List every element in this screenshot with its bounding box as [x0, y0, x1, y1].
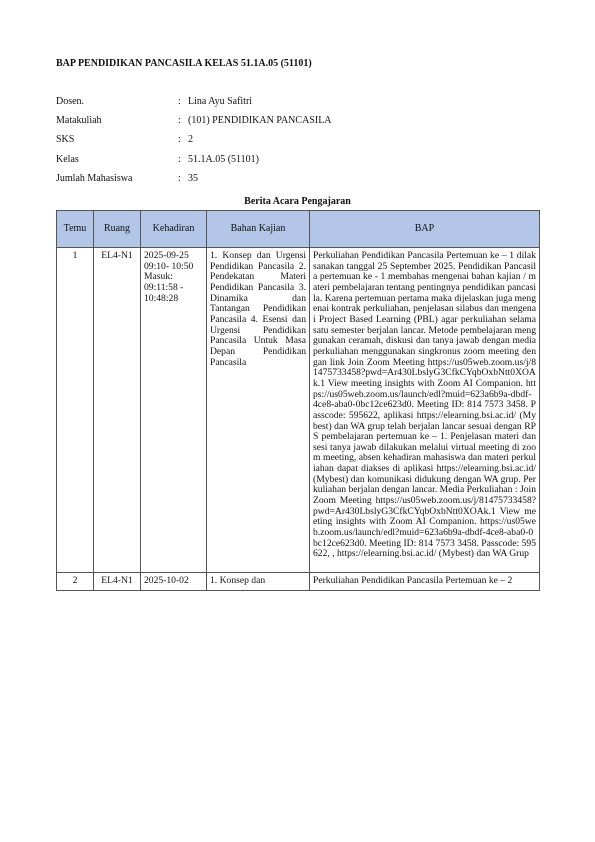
info-row-sks	[56, 134, 536, 153]
info-row-matakuliah	[56, 115, 536, 134]
info-label: Matakuliah	[56, 115, 102, 127]
cell-bap: Perkuliahan Pendidikan Pancasila Pertemuan ke – 2	[310, 573, 540, 591]
cell-temu: 1	[57, 248, 94, 573]
cell-bap: Perkuliahan Pendidikan Pancasila Pertemuan ke – 1 dilaksanakan tanggal 25 September 2025. Pendidikan Pancasila pertemuan ke - 1 membahas mengenai bahan kajian / materi pembelajaran tentang pentingnya pendidikan pancasila. Karena pertemuan pertama maka dijelaskan juga mengenai kontrak perkuliahan, penjelasan silabus dan mengenai Project Based Learning (PBL) agar perkuliahan selama satu semester berjalan lancar. Metode pembelajaran menggunakan ceramah, diskusi dan tanya jawab dengan media perkuliahan menggunakan singkronus zoom meeting dengan link Join Zoom Meeting https://us05web.zoom.us/j/81475733458?pwd=Ar430LbslyG3CfkCYqbOxbNtt0XOAk.1 View meeting insights with Zoom AI Companion. https://us05web.zoom.us/launch/edl?muid=623a6b9a-dbdf-4ce8-aba0-0bc12ce623d0. Meeting ID: 814 7573 3458. Passcode: 595622, aplikasi https://elearning.bsi.ac.id/ (Mybest) dan WA grup telah berjalan lancar sesuai dengan RPS pembelajaran pertemuan ke – 1. Penjelasan materi dan sesi tanya jawab dilakukan melalui virtual meeting di zoom meeting, absen kehadiran mahasiswa dan materi perkuliahan dapat diakses di aplikasi https://elearning.bsi.ac.id/ (Mybest) dan komunikasi didukung dengan WA grup. Perkuliahan berjalan dengan lancar. Media Perkuliahan : Join Zoom Meeting https://us05web.zoom.us/j/81475733458?pwd=Ar430LbslyG3CfkCYqbOxbNtt0XOAk.1 View meeting insights with Zoom AI Companion. https://us05web.zoom.us/launch/edl?muid=623a6b9a-dbdf-4ce8-aba0-0bc12ce623d0. Meeting ID: 814 7573 3458. Passcode: 595622, , https://elearning.bsi.ac.id/ (Mybest) dan WA Grup	[310, 248, 540, 573]
table-row	[57, 573, 540, 591]
header-temu: Temu	[57, 211, 94, 248]
header-bap: BAP	[310, 211, 540, 248]
cell-kehadiran: 2025-10-02	[141, 573, 207, 591]
info-value: 51.1A.05 (51101)	[188, 153, 260, 165]
bap-table	[56, 210, 540, 591]
cell-ruang: EL4-N1	[94, 573, 141, 591]
info-separator: :	[178, 96, 181, 107]
info-label: SKS	[56, 134, 75, 146]
info-separator: :	[178, 134, 181, 146]
info-separator: :	[178, 153, 181, 165]
cell-kehadiran: 2025-09-25 09:10- 10:50 Masuk: 09:11:58 - 10:48:28	[141, 248, 207, 573]
header-kehadiran: Kehadiran	[141, 211, 207, 248]
info-separator: :	[178, 172, 181, 184]
info-row-kelas	[56, 154, 536, 173]
info-row-jumlah-mahasiswa	[56, 173, 536, 192]
info-label: Jumlah Mahasiswa	[56, 172, 133, 184]
info-separator: :	[178, 115, 181, 127]
info-row-dosen	[56, 96, 536, 115]
info-value: (101) PENDIDIKAN PANCASILA	[188, 115, 332, 127]
cell-ruang: EL4-N1	[94, 248, 141, 573]
header-ruang: Ruang	[94, 211, 141, 248]
info-value: Lina Ayu Safitri	[188, 96, 253, 107]
info-label: Dosen.	[56, 96, 85, 107]
cell-temu: 2	[57, 573, 94, 591]
table-header-row	[57, 211, 540, 248]
document-title: BAP PENDIDIKAN PANCASILA KELAS 51.1A.05 (51101)	[56, 58, 312, 69]
info-value: 35	[188, 172, 198, 184]
info-value: 2	[188, 134, 193, 146]
section-title: Berita Acara Pengajaran	[244, 196, 351, 207]
cell-bahan-kajian: 1. Konsep dan	[207, 573, 310, 591]
course-info	[56, 96, 536, 192]
table-row	[57, 248, 540, 573]
info-label: Kelas	[56, 153, 79, 165]
header-bahan-kajian: Bahan Kajian	[207, 211, 310, 248]
cell-bahan-kajian: 1. Konsep dan Urgensi Pendidikan Pancasila 2. Pendekatan Materi Pendidikan Pancasila 3. Dinamika dan Tantangan Pendidikan Pancasila 4. Esensi dan Urgensi Pendidikan Pancasila Untuk Masa Depan Pendidikan Pancasila	[207, 248, 310, 573]
